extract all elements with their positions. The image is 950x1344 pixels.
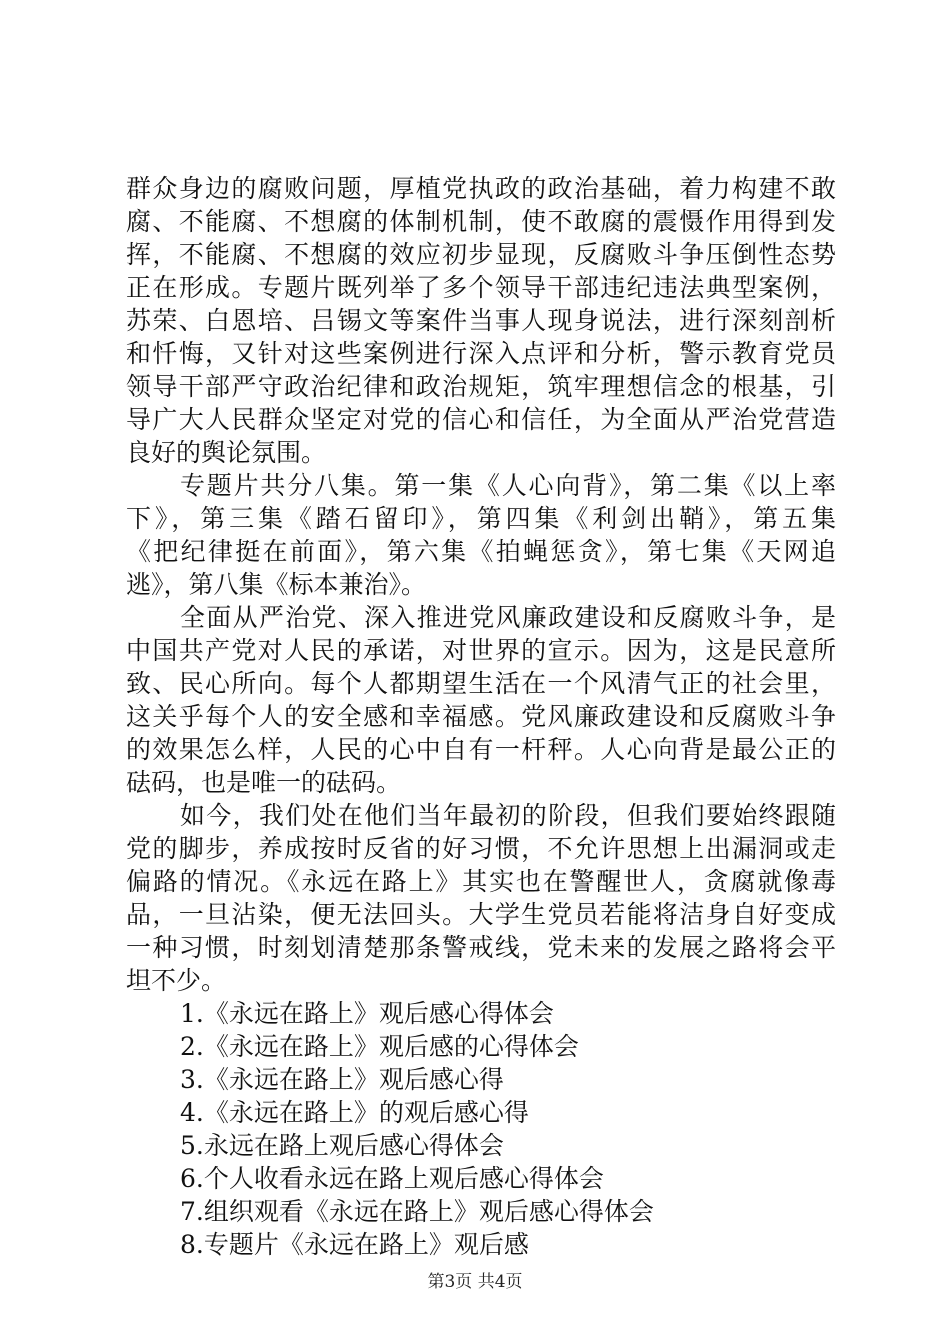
- text-line: 偏路的情况。《永远在路上》其实也在警醒世人，贪腐就像毒: [126, 867, 836, 896]
- list-item: 8.专题片《永远在路上》观后感: [180, 1230, 529, 1259]
- text-line: 导广大人民群众坚定对党的信心和信任，为全面从严治党营造: [126, 405, 836, 434]
- text-line: 《把纪律挺在前面》，第六集《拍蝇惩贪》，第七集《天网追: [126, 537, 836, 566]
- list-item: 2.《永远在路上》观后感的心得体会: [180, 1032, 579, 1061]
- text-line: 砝码，也是唯一的砝码。: [126, 768, 402, 797]
- text-line: 品，一旦沾染，便无法回头。大学生党员若能将洁身自好变成: [126, 900, 836, 929]
- text-line: 下》，第三集《踏石留印》，第四集《利剑出鞘》，第五集: [126, 504, 836, 533]
- text-line: 党的脚步，养成按时反省的好习惯，不允许思想上出漏洞或走: [126, 834, 836, 863]
- text-line: 腐、不能腐、不想腐的体制机制，使不敢腐的震慑作用得到发: [126, 207, 836, 236]
- text-line: 和忏悔，又针对这些案例进行深入点评和分析，警示教育党员: [126, 339, 836, 368]
- text-line: 中国共产党对人民的承诺，对世界的宣示。因为，这是民意所: [126, 636, 836, 665]
- text-line: 挥，不能腐、不想腐的效应初步显现，反腐败斗争压倒性态势: [126, 240, 836, 269]
- text-line: 群众身边的腐败问题，厚植党执政的政治基础，着力构建不敢: [126, 174, 836, 203]
- text-line: 坦不少。: [126, 966, 227, 995]
- list-item: 1.《永远在路上》观后感心得体会: [180, 999, 554, 1028]
- text-line: 苏荣、白恩培、吕锡文等案件当事人现身说法，进行深刻剖析: [126, 306, 836, 335]
- text-line: 逃》，第八集《标本兼治》。: [126, 570, 427, 599]
- text-line: 一种习惯，时刻划清楚那条警戒线，党未来的发展之路将会平: [126, 933, 836, 962]
- text-line: 致、民心所向。每个人都期望生活在一个风清气正的社会里，: [126, 669, 836, 698]
- list-item: 7.组织观看《永远在路上》观后感心得体会: [180, 1197, 654, 1226]
- text-line: 这关乎每个人的安全感和幸福感。党风廉政建设和反腐败斗争: [126, 702, 836, 731]
- text-line: 良好的舆论氛围。: [126, 438, 327, 467]
- list-item: 5.永远在路上观后感心得体会: [180, 1131, 504, 1160]
- text-line: 专题片共分八集。第一集《人心向背》，第二集《以上率: [180, 471, 836, 500]
- list-item: 6.个人收看永远在路上观后感心得体会: [180, 1164, 604, 1193]
- page-footer: [0, 1270, 950, 1294]
- text-line: 全面从严治党、深入推进党风廉政建设和反腐败斗争，是: [180, 603, 836, 632]
- text-line: 领导干部严守政治纪律和政治规矩，筑牢理想信念的根基，引: [126, 372, 836, 401]
- list-item: 3.《永远在路上》观后感心得: [180, 1065, 504, 1094]
- text-line: 正在形成。专题片既列举了多个领导干部违纪违法典型案例，: [126, 273, 836, 302]
- text-line: 的效果怎么样，人民的心中自有一杆秤。人心向背是最公正的: [126, 735, 836, 764]
- page-number-label: 第3页 共4页: [427, 1272, 523, 1292]
- list-item: 4.《永远在路上》的观后感心得: [180, 1098, 529, 1127]
- text-line: 如今，我们处在他们当年最初的阶段，但我们要始终跟随: [180, 801, 836, 830]
